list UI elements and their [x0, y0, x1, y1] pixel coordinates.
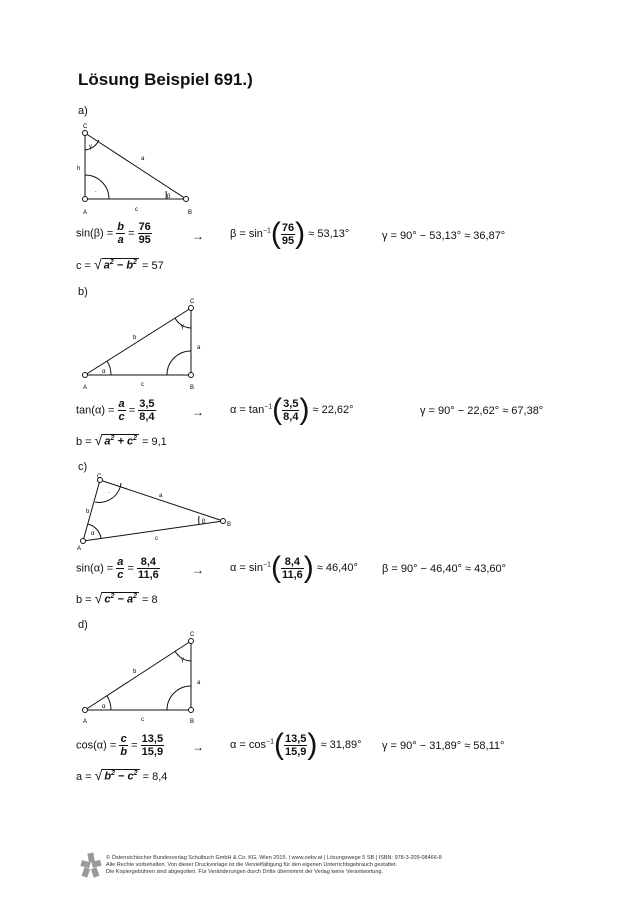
fraction-denominator: 95: [138, 234, 151, 246]
part-d-label: d): [78, 619, 88, 631]
fraction: [119, 733, 128, 758]
radicand-term: c: [126, 436, 134, 448]
label-vertex-a: A: [83, 385, 88, 391]
footer-copyright: [106, 855, 442, 876]
eq-result: = 57: [142, 260, 164, 272]
gamma-arc: [85, 140, 99, 150]
part-a-label: a): [78, 105, 88, 117]
fraction: [116, 221, 125, 246]
fraction: [118, 398, 126, 423]
sqrt-sign: √: [94, 256, 102, 272]
part-d-eq2: [230, 730, 362, 760]
publisher-logo-icon: [80, 852, 102, 878]
eq-lhs: β = sin: [230, 227, 263, 240]
equals-sign: =: [127, 562, 134, 575]
fraction-numerator: a: [117, 556, 124, 568]
label-vertex-c: C: [83, 124, 88, 130]
label-side-h: h: [77, 166, 81, 172]
radicand: [102, 434, 139, 448]
label-alpha: α: [102, 369, 106, 375]
label-side-c: c: [141, 382, 144, 388]
fraction-numerator: 76: [281, 221, 295, 234]
fraction: [282, 398, 299, 423]
label-vertex-c: C: [190, 299, 195, 305]
sqrt-sign: √: [94, 590, 103, 606]
footer-line: Die Kopiergebühren sind abgegolten. Für Veränderungen durch Dritte übernimmt der Verlag keine Verantwortung.: [106, 869, 384, 875]
inverse-superscript: −1: [266, 738, 274, 746]
eq-lhs: sin(α) =: [76, 562, 114, 575]
label-gamma: γ: [181, 324, 184, 330]
label-gamma: γ: [89, 144, 92, 150]
implies-arrow: →: [192, 740, 204, 754]
label-alpha: α: [91, 531, 95, 537]
fraction-denominator: c: [118, 411, 125, 423]
fraction-denominator: 11,6: [281, 568, 303, 581]
vertex-c-dot: [189, 306, 194, 311]
label-side-c: c: [155, 536, 158, 542]
fraction-denominator: 11,6: [137, 569, 159, 581]
eq-lhs: b =: [76, 436, 92, 448]
radicand-operator: −: [115, 771, 128, 783]
vertex-a-dot: [81, 539, 86, 544]
part-b-eq1: [76, 398, 156, 423]
implies-arrow: →: [192, 405, 204, 419]
fraction: [138, 398, 155, 423]
eq-lhs: c =: [76, 260, 91, 272]
label-side-a: a: [159, 493, 163, 499]
square-exponent: 2: [110, 435, 115, 443]
part-c-label: c): [78, 461, 88, 473]
fraction-denominator: c: [117, 569, 124, 581]
equals-sign: =: [131, 739, 138, 752]
fraction-denominator: 95: [281, 234, 295, 247]
part-b-eq3: γ = 90° − 22,62° ≈ 67,38°: [420, 405, 544, 417]
open-paren: (: [274, 728, 284, 761]
label-vertex-a: A: [77, 546, 82, 552]
fraction-numerator: 13,5: [285, 732, 307, 745]
radicand-term: c: [104, 594, 111, 606]
square-exponent: 2: [133, 259, 137, 267]
eq-result: = 8,4: [142, 771, 168, 783]
close-paren: ): [303, 551, 314, 584]
label-side-a: a: [141, 156, 145, 162]
label-vertex-b: B: [190, 719, 195, 725]
right-angle-arc: [167, 351, 191, 375]
label-vertex-c: C: [190, 632, 195, 638]
eq-lhs: sin(β) =: [76, 227, 114, 240]
triangle-shape: [83, 480, 223, 541]
radicand-operator: +: [114, 436, 127, 448]
fraction: [137, 556, 160, 581]
vertex-a-dot: [83, 373, 88, 378]
square-exponent: 2: [133, 770, 138, 778]
implies-arrow: →: [192, 229, 204, 243]
fraction-numerator: 8,4: [137, 556, 160, 569]
part-b-label: b): [78, 286, 88, 298]
label-side-c: c: [141, 717, 144, 723]
eq-lhs: b =: [76, 594, 92, 606]
radicand-term: b: [104, 771, 112, 783]
vertex-b-dot: [189, 373, 194, 378]
fraction: [281, 222, 295, 247]
label-gamma: γ: [181, 657, 184, 663]
label-vertex-b: B: [227, 522, 232, 528]
fraction-denominator: 15,9: [141, 746, 164, 758]
fraction: [281, 556, 304, 581]
part-b-triangle-figure: [75, 295, 205, 395]
fraction-denominator: 8,4: [139, 411, 155, 423]
square-exponent: 2: [110, 593, 115, 601]
eq-lhs: a =: [76, 771, 92, 783]
part-d-eq3: γ = 90° − 31,89° ≈ 58,11°: [382, 740, 505, 752]
fraction-numerator: a: [118, 398, 125, 410]
fraction-numerator: 8,4: [281, 556, 304, 569]
label-side-b: b: [133, 335, 137, 341]
square-exponent: 2: [111, 770, 115, 778]
radicand: [102, 769, 139, 783]
fraction-numerator: 13,5: [141, 733, 164, 745]
label-beta: β: [202, 519, 206, 525]
eq-lhs: cos(α) =: [76, 739, 117, 752]
alpha-arc: [88, 524, 101, 538]
eq-result: ≈ 22,62°: [312, 403, 354, 416]
open-paren: (: [272, 393, 283, 426]
vertex-a-dot: [83, 708, 88, 713]
part-a-eq2: [230, 219, 349, 249]
alpha-arc: [107, 696, 111, 710]
label-vertex-c: C: [97, 474, 102, 480]
eq-result: ≈ 53,13°: [308, 227, 350, 240]
label-side-c: c: [135, 207, 138, 213]
label-vertex-b: B: [188, 210, 193, 216]
page-title: Lösung Beispiel 691.): [78, 70, 253, 89]
eq-result: = 8: [142, 594, 158, 606]
alpha-arc: [107, 361, 111, 375]
fraction-numerator: 76: [138, 221, 151, 233]
label-side-b: b: [133, 669, 137, 675]
fraction-numerator: c: [120, 733, 127, 745]
label-vertex-a: A: [83, 719, 88, 725]
fraction-numerator: 3,5: [283, 397, 299, 410]
fraction: [284, 733, 307, 758]
vertex-a-dot: [83, 197, 88, 202]
close-paren: ): [307, 728, 318, 761]
label-vertex-b: B: [190, 385, 195, 391]
radicand-term: b: [126, 260, 134, 272]
fraction-denominator: 15,9: [285, 745, 307, 758]
implies-arrow: →: [192, 563, 204, 577]
inverse-superscript: −1: [262, 561, 271, 569]
fraction-numerator: 3,5: [139, 398, 155, 410]
part-a-triangle-figure: [75, 118, 205, 218]
radicand-term: a: [104, 436, 111, 448]
fraction-denominator: b: [120, 746, 128, 758]
part-a-eq3: γ = 90° − 53,13° ≈ 36,87°: [382, 230, 506, 242]
part-c-triangle-figure: [75, 472, 240, 552]
eq-result: = 9,1: [142, 436, 167, 448]
label-alpha: α: [102, 704, 106, 710]
radicand-operator: −: [113, 260, 127, 272]
fraction-denominator: 8,4: [283, 410, 299, 423]
equals-sign: =: [128, 227, 135, 240]
radicand-term: a: [103, 260, 110, 272]
vertex-c-dot: [83, 131, 88, 136]
label-side-b: b: [86, 509, 90, 515]
vertex-b-dot: [221, 519, 226, 524]
part-c-eq2: [230, 553, 358, 583]
radicand-term: a: [126, 594, 134, 606]
eq-lhs: α = cos: [230, 738, 267, 751]
right-angle-arc: [85, 175, 109, 199]
vertex-b-dot: [189, 708, 194, 713]
radicand-term: c: [127, 771, 134, 783]
inverse-superscript: −1: [264, 403, 273, 411]
inverse-superscript: −1: [262, 227, 271, 235]
sqrt-sign: √: [94, 432, 103, 448]
radicand: [102, 258, 139, 272]
eq-result: ≈ 46,40°: [316, 561, 358, 574]
close-paren: ): [299, 393, 310, 426]
footer-line: © Österreichischer Bundesverlag Schulbuch GmbH & Co. KG, Wien 2015. | www.oebv.at | Lösungswege 5 SB | ISBN: 978-3-209-08466-8: [106, 855, 442, 861]
eq-result: ≈ 31,89°: [320, 738, 362, 751]
triangle-shape: [85, 133, 186, 199]
part-a-eq4: [76, 256, 164, 272]
fraction: [116, 556, 124, 581]
label-side-a: a: [197, 345, 201, 351]
radicand: [102, 592, 139, 606]
part-c-eq3: β = 90° − 46,40° ≈ 43,60°: [382, 563, 507, 575]
part-c-eq4: [76, 590, 158, 606]
part-d-eq1: [76, 733, 164, 758]
close-paren: ): [295, 217, 306, 250]
fraction: [138, 221, 152, 246]
eq-lhs: α = sin: [230, 561, 263, 574]
square-exponent: 2: [133, 435, 137, 443]
square-exponent: 2: [109, 259, 114, 267]
footer-line: Alle Rechte vorbehalten. Von dieser Druckvorlage ist die Vervielfältigung für den eigenen Unterrichtsgebrauch gestattet.: [106, 862, 398, 868]
eq-lhs: α = tan: [230, 403, 265, 416]
fraction: [141, 733, 164, 758]
part-b-eq4: [76, 432, 167, 448]
label-right-angle-dot: .: [95, 188, 97, 194]
vertex-c-dot: [189, 639, 194, 644]
open-paren: (: [270, 551, 281, 584]
square-exponent: 2: [133, 593, 137, 601]
sqrt-sign: √: [94, 767, 103, 783]
label-side-a: a: [197, 680, 201, 686]
part-c-eq1: [76, 556, 160, 581]
label-vertex-a: A: [83, 210, 88, 216]
part-d-eq4: [76, 767, 167, 783]
equals-sign: =: [128, 404, 136, 417]
radicand-operator: −: [114, 594, 127, 606]
fraction-numerator: b: [117, 221, 124, 233]
label-beta: β: [167, 194, 171, 200]
part-b-eq2: [230, 395, 354, 425]
part-a-eq1: [76, 221, 152, 246]
right-angle-arc: [167, 686, 191, 710]
part-d-triangle-figure: [75, 627, 205, 727]
label-right-angle-dot: .: [108, 489, 110, 495]
vertex-b-dot: [184, 197, 189, 202]
eq-lhs: tan(α) =: [76, 404, 115, 417]
open-paren: (: [270, 217, 281, 250]
fraction-denominator: a: [117, 234, 124, 246]
